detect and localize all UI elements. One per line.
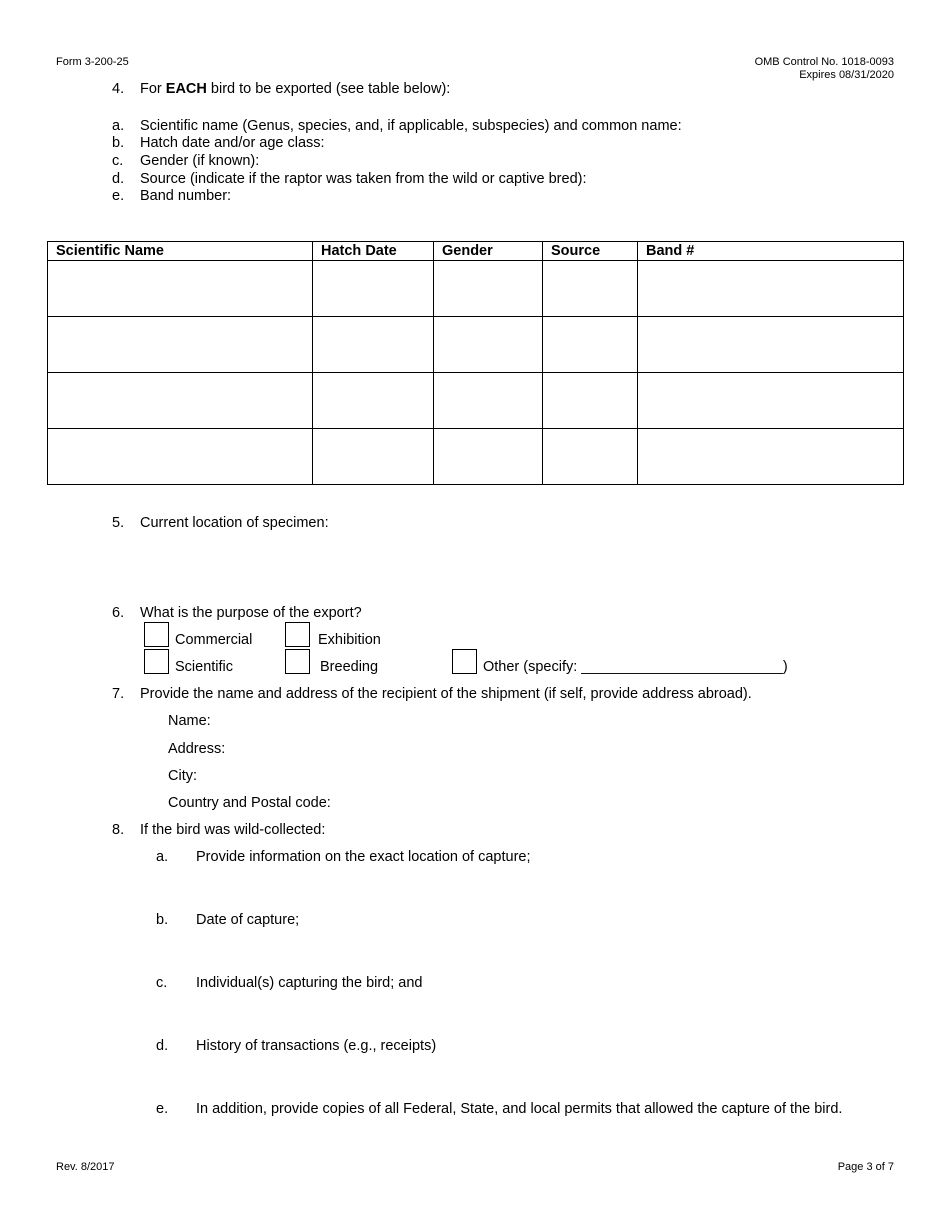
q4-item-letter: a.: [112, 118, 125, 134]
source-cell[interactable]: [543, 317, 638, 373]
band-number-cell[interactable]: [638, 373, 904, 429]
form-number: Form 3-200-25: [56, 56, 129, 68]
band-number-cell[interactable]: [638, 317, 904, 373]
column-header-scientific-name: Scientific Name: [48, 242, 313, 261]
scientific-label: Scientific: [175, 659, 234, 675]
table-row: [48, 317, 904, 373]
q8-item-text: History of transactions (e.g., receipts): [196, 1038, 437, 1054]
q4-item-text: Source (indicate if the raptor was taken from the wild or captive bred):: [140, 171, 587, 187]
q4-number: 4.: [112, 81, 125, 97]
recipient-city-label: City:: [168, 768, 197, 784]
other-checkbox[interactable]: [452, 649, 477, 674]
source-cell[interactable]: [543, 429, 638, 485]
q8-item-text: In addition, provide copies of all Federal, State, and local permits that allowed the capture of the bird.: [196, 1101, 843, 1117]
table-row: [48, 373, 904, 429]
scientific-name-cell[interactable]: [48, 317, 313, 373]
q7-text: Provide the name and address of the recipient of the shipment (if self, provide address abroad).: [140, 686, 752, 702]
hatch-date-cell[interactable]: [313, 429, 434, 485]
q8-item-letter: a.: [156, 849, 169, 865]
other-label: Other (specify: _________________________): [483, 659, 788, 675]
birds-table: [47, 241, 904, 485]
exhibition-label: Exhibition: [318, 632, 381, 648]
recipient-country-label: Country and Postal code:: [168, 795, 331, 811]
hatch-date-cell[interactable]: [313, 317, 434, 373]
gender-cell[interactable]: [434, 261, 543, 317]
q8-item-text: Date of capture;: [196, 912, 300, 928]
breeding-checkbox[interactable]: [285, 649, 310, 674]
recipient-name-label: Name:: [168, 713, 211, 729]
q4-item-text: Gender (if known):: [140, 153, 260, 169]
q4-item-text: Scientific name (Genus, species, and, if applicable, subspecies) and common name:: [140, 118, 682, 134]
scientific-name-cell[interactable]: [48, 429, 313, 485]
page-number: Page 3 of 7: [837, 1161, 894, 1173]
commercial-label: Commercial: [175, 632, 253, 648]
q8-item-text: Individual(s) capturing the bird; and: [196, 975, 423, 991]
q4-text: For EACH bird to be exported (see table below):: [140, 81, 451, 97]
q4-item-text: Hatch date and/or age class:: [140, 135, 325, 151]
q4-item-letter: b.: [112, 135, 125, 151]
table-header-row: [48, 242, 904, 261]
band-number-cell[interactable]: [638, 429, 904, 485]
q5-text: Current location of specimen:: [140, 515, 329, 531]
recipient-address-label: Address:: [168, 741, 226, 757]
table-row: [48, 261, 904, 317]
q8-item-letter: e.: [156, 1101, 169, 1117]
source-cell[interactable]: [543, 261, 638, 317]
band-number-cell[interactable]: [638, 261, 904, 317]
exhibition-checkbox[interactable]: [285, 622, 310, 647]
q5-number: 5.: [112, 515, 125, 531]
q8-item-letter: d.: [156, 1038, 169, 1054]
scientific-name-cell[interactable]: [48, 373, 313, 429]
omb-control-number: OMB Control No. 1018-0093: [754, 56, 894, 68]
q7-number: 7.: [112, 686, 125, 702]
column-header-hatch-date: Hatch Date: [313, 242, 434, 261]
q4-item-text: Band number:: [140, 188, 232, 204]
table-row: [48, 429, 904, 485]
q8-item-letter: b.: [156, 912, 169, 928]
gender-cell[interactable]: [434, 373, 543, 429]
q4-item-letter: d.: [112, 171, 125, 187]
q4-item-letter: e.: [112, 188, 125, 204]
q8-text: If the bird was wild-collected:: [140, 822, 326, 838]
q8-item-letter: c.: [156, 975, 168, 991]
expiration-date: Expires 08/31/2020: [799, 69, 894, 81]
column-header-gender: Gender: [434, 242, 543, 261]
scientific-checkbox[interactable]: [144, 649, 169, 674]
hatch-date-cell[interactable]: [313, 261, 434, 317]
breeding-label: Breeding: [320, 659, 379, 675]
q6-number: 6.: [112, 605, 125, 621]
q4-item-letter: c.: [112, 153, 124, 169]
hatch-date-cell[interactable]: [313, 373, 434, 429]
q8-number: 8.: [112, 822, 125, 838]
revision-date: Rev. 8/2017: [56, 1161, 115, 1173]
q8-item-text: Provide information on the exact location of capture;: [196, 849, 531, 865]
scientific-name-cell[interactable]: [48, 261, 313, 317]
gender-cell[interactable]: [434, 317, 543, 373]
column-header-band-number: Band #: [638, 242, 904, 261]
q6-text: What is the purpose of the export?: [140, 605, 362, 621]
commercial-checkbox[interactable]: [144, 622, 169, 647]
gender-cell[interactable]: [434, 429, 543, 485]
column-header-source: Source: [543, 242, 638, 261]
source-cell[interactable]: [543, 373, 638, 429]
